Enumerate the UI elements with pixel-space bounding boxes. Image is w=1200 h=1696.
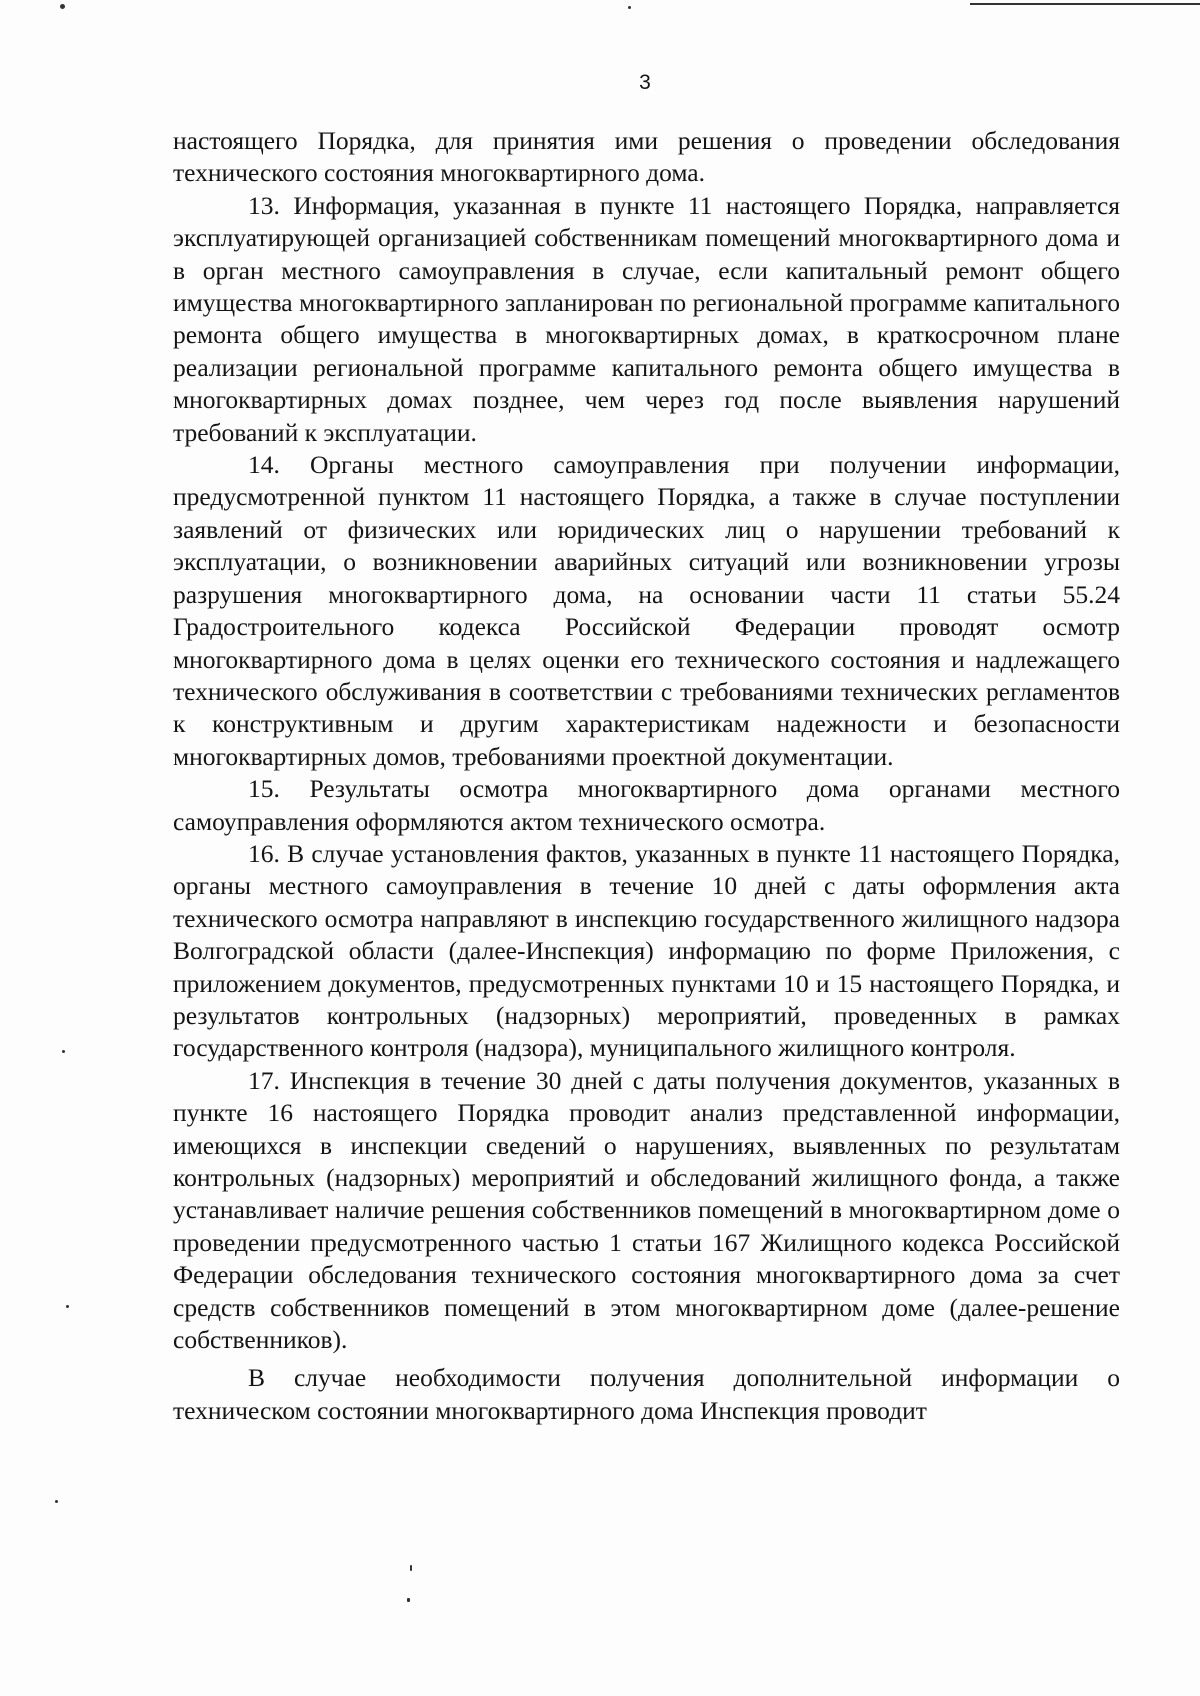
paragraph-15: 15. Результаты осмотра многоквартирного дома органами местного самоуправления оформляются актом технического осмотра. [173, 774, 1120, 836]
scan-speck [55, 1500, 58, 1503]
paragraph-continuation: настоящего Порядка, для принятия ими решения о проведении обследования технического состояния многоквартирного дома. [173, 126, 1120, 188]
paragraph-13: 13. Информация, указанная в пункте 11 настоящего Порядка, направляется эксплуатирующей организацией собственникам помещений многоквартирного дома и в орган местного самоуправления в случае, если капитальный ремонт общего имущества многоквартирного запланирован по региональной программе капитального ремонта общего имущества в многоквартирных домах, в краткосрочном плане реализации региональной программе капитального ремонта общего имущества в многоквартирных домах позднее, чем через год после выявления нарушений требований к эксплуатации. [173, 190, 1120, 447]
paragraph-17-continuation: В случае необходимости получения дополнительной информации о техническом состоянии многоквартирного дома Инспекция проводит [173, 1363, 1120, 1425]
page-number: 3 [639, 71, 651, 94]
paragraph-17: 17. Инспекция в течение 30 дней с даты получения документов, указанных в пункте 16 настоящего Порядка проводит анализ представленной информации, имеющихся в инспекции сведений о нарушениях, выявленных по результатам контрольных (надзорных) мероприятий и обследований жилищного фонда, а также устанавливает наличие решения собственников помещений в многоквартирном доме о проведении предусмотренного частью 1 статьи 167 Жилищного кодекса Российской Федерации обследования технического состояния многоквартирного дома за счет средств собственников помещений в этом многоквартирном доме (далее-решение собственников). [173, 1065, 1120, 1355]
scan-speck [410, 1565, 412, 1571]
document-body [173, 125, 1120, 1427]
scan-speck [62, 1050, 65, 1053]
scan-speck [66, 1305, 69, 1308]
scan-speck [60, 4, 65, 9]
scan-speck [628, 6, 631, 9]
paragraph-14: 14. Органы местного самоуправления при получении информации, предусмотренной пунктом 11 настоящего Порядка, а также в случае поступлении заявлений от физических или юридических лиц о нарушении требований к эксплуатации, о возникновении аварийных ситуаций или возникновении угрозы разрушения многоквартирного дома, на основании части 11 статьи 55.24 Градостроительного кодекса Российской Федерации проводят осмотр многоквартирного дома в целях оценки его технического состояния и надлежащего технического обслуживания в соответствии с требованиями технических регламентов к конструктивным и другим характеристикам надежности и безопасности многоквартирных домов, требованиями проектной документации. [173, 450, 1120, 771]
paragraph-16: 16. В случае установления фактов, указанных в пункте 11 настоящего Порядка, органы местного самоуправления в течение 10 дней с даты оформления акта технического осмотра направляют в инспекцию государственного жилищного надзора Волгоградской области (далее-Инспекция) информацию по форме Приложения, с приложением документов, предусмотренных пунктами 10 и 15 настоящего Порядка, и результатов контрольных (надзорных) мероприятий, проведенных в рамках государственного контроля (надзора), муниципального жилищного контроля. [173, 838, 1120, 1063]
scan-speck [407, 1598, 410, 1602]
scan-edge-line [970, 3, 1200, 5]
